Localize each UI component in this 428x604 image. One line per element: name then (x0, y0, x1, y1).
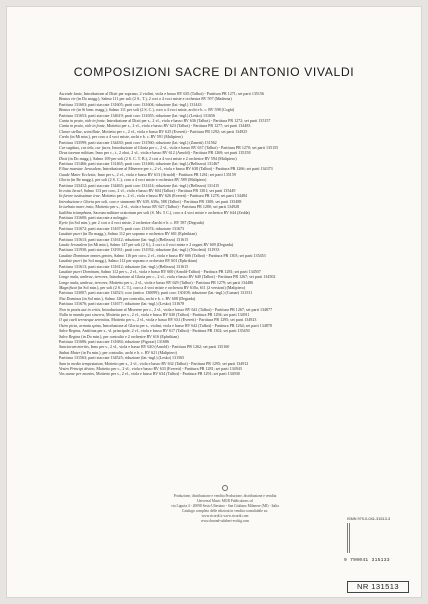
entry-details: (in Sol min.), per 2 cori a 4 voci miste, 2 orchestre d'archi e b. c. RV 587 (Degrada) (68, 220, 204, 226)
entry-details: , Mottetto per s., 2 vl., viola e basso RV 626 (Everett) - Partitura PR 1278; set parti 134484 (99, 193, 247, 199)
entry-title: Deus tuorum militum (59, 150, 94, 156)
entry-details: , Mottetto per s., 2 vl., viola e basso RV 629 (Talbot) - Partitura PR 1279; set parti 134486 (107, 279, 254, 285)
entry-title: Sanctorum meritis (59, 344, 89, 350)
entry-details: (in Sol min.), per soli (2 S. C. T.), coro a 4 voci miste e orchestra RV 610a, 611 (2 versioni) (Malipiero) (76, 285, 246, 291)
entry-title: Clarae stellae, scintillate (59, 128, 100, 134)
entry-details: (in Mi min.), per coro a 4 voci miste, archi e b. c. RV 591 (Malipiero) (68, 134, 183, 140)
entries-list (59, 91, 379, 377)
entry-details: , Antifona per s., vl. principale, 2 vl., viola e basso RV 617 (Talbot) - Partitura PR 1302; set parti 135450 (80, 328, 250, 334)
entry-title: Longe mala, umbrae, terrores (59, 274, 108, 280)
entry-details: (in Mi min.), Salmo 147 per soli (2 S.), 2 cori a 4 voci miste e 2 organi RV 609 (Degrada) (87, 241, 234, 247)
entry-title: Sum in medio tempestatum (59, 360, 103, 366)
entry-title: Gaude Mater Ecclesia (59, 171, 96, 177)
entry-details: (in Do magg.), Salmo 111 per soli (2 S., T.), 2 cori a 4 voci miste e orchestra RV 597 (Maderna) (75, 96, 232, 102)
entry-details: , Salmo 112 per s., 2 vl., viola e basso RV 600 (Arnold-Talbot) - Partitura PR 1281; set parti 134507 (98, 268, 261, 274)
entry-title: Vos aurae per montes (59, 371, 94, 377)
entry-details: (in Do min.), per contralto e 2 orchestre RV 616 (Ephrikian) (80, 333, 179, 339)
entry-details: Partitura 131672; parti staccate 131675; parti coro 131674; riduzione 131673 (59, 225, 185, 231)
entry-details: per soli, coro e strumenti RV 639, 639a, 588 (Talbot) - Partitura PR 1300; set parti 135488 (94, 198, 242, 204)
entry-title: Laudate pueri (59, 231, 82, 237)
entry-details: , Inno per c., t., 2 oboi, 2 vl., viola e basso RV 612 (Arnold) - Partitura PR 1269; set parti 135158 (93, 150, 251, 156)
entry-details: Partitura 131653; parti staccate 134619; parti coro 131655; riduzione (lat.-ingl.) (Lesko) 131656 (59, 112, 216, 118)
entry-details: , Introduzione al Miserere per c., 2 vl., viola e basso RV 638 (Talbot) - Partitura PR 1266; set parti 134373 (100, 166, 273, 172)
entry-title: In furore iustissimae irae (59, 193, 100, 199)
entry-details: , Introduzione al Miserere per c., 2 vl., viola e basso RV 641 (Talbot) - Partitura PR 1267; set parti 134877 (100, 306, 273, 312)
barcode-bar (347, 523, 348, 553)
entry-details: , Mottetto per s., 2 vl., viola e basso RV 627 (Talbot) - Partitura PR 1280; set parti 134928 (93, 204, 240, 210)
entry-details: , Mottetto per c., 2 vl., viola e basso RV 625 (Everett) - Partitura PR 1292; set parti 134925 (99, 128, 248, 134)
document-page (6, 6, 422, 598)
entry-details: , Sacrum militare oratorium per soli (S. Ms. 5 C.), coro a 4 voci miste e orchestra RV 644 (Zedda) (91, 209, 250, 215)
entry-details: Partitura 133599; parti staccate 134430; parti coro 131560; riduzione (lat.-ingl.) (Zanetti) 131562 (59, 139, 217, 145)
entry-details: Partitura 131466; parti staccate 131465; parti coro 131466; riduzione (lat.-ingl.) (Bellezza) 131467 (59, 161, 220, 167)
entry-title: Iudithia triumphans (59, 209, 92, 215)
footer-line: Produzione, distribuzione e vendita Produzione, distribuzione e vendita (173, 494, 277, 498)
entry-details: (in Si bem. magg.), Salmo 111 per soli (2 S. C.), coro a 4 voci miste, archi e b. c. RV 598 (Coghi) (75, 107, 235, 113)
entry-title: In exitu Israel (59, 188, 82, 194)
barcode-digits: 9 790041 315133 (344, 558, 390, 563)
entry-details: , Mottetto per s., 2 vl., viola e basso RV 623 (Talbot) - Partitura PR 1277; set parti 134483 (104, 123, 251, 129)
publisher-footer (139, 485, 311, 524)
entry-details: Partitura 131686; parti staccate 131684; riduzione (Pigozzi) 131686 (59, 338, 170, 344)
entry-title: Introduzione e Gloria (59, 198, 95, 204)
entry-details: (in Fa min.), per contralto, archi e b. c. RV 621 (Malipiero) (80, 349, 177, 355)
footer-link: www.durand-salabert-eschig.com (200, 519, 250, 523)
barcode-bar (349, 523, 350, 553)
entry-details: (in Do magg.), Salmo 112 per soprano e orchestra RV 601 (Ephrikian) (81, 231, 197, 237)
entry-details: , Inno per s., 2 vl., viola e basso RV 620 (Arnold) - Partitura PR 1262; set parti 135160 (88, 344, 230, 350)
entry-details: , Introduzione al Gloria per s., violini, viola e basso RV 642 (Talbot) - Partitura PR 1264; set parti 134878 (100, 322, 272, 328)
entry-details: Partitura 133412; parti staccate 134465; parti coro 131414; riduzione (lat.-ingl.) (Bellezza) 131415 (59, 182, 220, 188)
entry-title: Nisi Dominus (59, 295, 82, 301)
entry-title: Canta in prato, ride in fonte (59, 117, 105, 123)
entry-title: Gloria (59, 177, 70, 183)
list-item (59, 371, 379, 376)
entry-details: (in Re magg.), per soli (2 S. C.), coro a 4 voci miste e orchestra RV 589 (Malipiero) (69, 177, 207, 183)
entry-title: Beatus vir (59, 107, 76, 113)
entry-details: , Inno per s., 2 vl., viola e basso RV 613 (Arnold) - Partitura PR 1261; set parti 135159 (95, 171, 236, 177)
entry-title: Dixit (59, 155, 68, 161)
ismn-label: ISMN 979-0-041-31513-3 (347, 517, 391, 521)
entry-details: , Introduzione al Gloria per c., 2 vl., viola e basso RV 637 (Talbot) - Partitura PR 1270; set parti 135155 (110, 144, 279, 150)
entry-details: , Salmo 113 per coro, 2 vl., viola e basso RV 604 (Talbot) - Partitura PR 1301; set parti 135449 (81, 188, 236, 194)
entry-details: Partitura 131563; parti staccate 134525; riduzione (lat.-ingl.) (Lesko) 131565 (59, 355, 185, 361)
entry-details: Partitura 133007; parti staccate 134523; coro (antico 130099); parti coro 130108; riduzione (lat.-ingl.) (Cumar) 131531 (59, 290, 253, 296)
footer-link: www.ricordi.it www.ricordi.com (201, 514, 249, 518)
entry-title: Nulla in mundo pax sincera (59, 312, 104, 318)
entry-details: Partitura 131613; parti staccate 131612; riduzione (lat.-ingl.) (Bellezza) 131615 (59, 236, 189, 242)
entry-details: , Mottetto per s., 2 vl., viola e basso RV 631 (Everett) - Partitura PR 1295; set parti 134923 (109, 317, 257, 323)
entry-title: Stabat Mater (59, 349, 81, 355)
entry-details: Partitura 131600; parti staccate a noleggio (59, 214, 128, 220)
publisher-logo (139, 485, 311, 494)
entry-title: Vestro Principi divino (59, 365, 95, 371)
entry-details: Partitura 131613; parti staccate 131612; riduzione (lat.-ingl.) (Bellezza) 131615 (59, 263, 189, 269)
entry-title: Non in pratis aut in critis (59, 306, 101, 312)
catalog-number: NR 131513 (347, 581, 409, 593)
entry-title: O qui caeli terraeque serenitas (59, 317, 110, 323)
entry-details: , Introduzione al Gloria per c., 2 vl., viola e basso RV 640 (Talbot) - Partitura PR 1267; set parti 134502 (107, 274, 276, 280)
entry-title: Kyrie (59, 220, 68, 226)
entry-title: Longe mala, umbrae, terrores (59, 279, 108, 285)
entry-title: Magnificat (59, 285, 77, 291)
entry-title: Filiae maestae Jerusalem (59, 166, 101, 172)
entry-details: , Mottetto per s., 2 vl., viola e basso RV 632 (Talbot) - Partitura PR 1295; set parti 134912 (102, 360, 249, 366)
entry-title: Laudate Dominum omnes gentes (59, 252, 112, 258)
barcode-icon (345, 523, 411, 553)
entry-title: Lauda Jerusalem (59, 241, 87, 247)
entry-title: Cur sagittas, cur tela, cur faces (59, 144, 111, 150)
footer-line: Catalogo completo delle edizioni in vendita consultabile su: (181, 509, 269, 513)
entry-details: Partitura 131676; parti staccate 131677; riduzione (lat.-ingl.) (Lesko) 131678 (59, 301, 185, 307)
entry-details: , Salmo 116 per coro, 2 vl., viola e basso RV 606 (Talbot) - Partitura PR 1303; set parti 135453 (111, 252, 266, 258)
entry-title: Canta in prato, ride in fonte (59, 123, 105, 129)
entry-details: , Introduzione al Dixit per soprano, 2 violini, viola e basso RV 635 (Talbot) - Partitura PR 1271; set parti 135156 (81, 91, 265, 96)
entry-title: Laudate pueri Dominum (59, 268, 99, 274)
page-title: COMPOSIZIONI SACRE DI ANTONIO VIVALDI (73, 65, 355, 79)
entry-details: Partitura 131603; parti staccate 131605; parti coro 131604; riduzione (lat.-ingl.) 131443 (59, 101, 202, 107)
footer-line: Universal Music MGB Publications srl (196, 499, 254, 503)
entry-details: Partitura 131930; parti staccate 131931; parti coro 131932; riduzione (lat.-ingl.) (Nicoletti) 131933 (59, 247, 220, 253)
entry-title: Ostro picta, armata spina (59, 322, 101, 328)
footer-line: via Liguria 4 - 20098 Sesto Ulteriano - San Giuliano Milanese (MI) - Italia (171, 504, 279, 508)
barcode-block (343, 517, 413, 577)
entry-details: , Mottetto per s., 2 vl., viola e basso RV 630 (Talbot) - Partitura PR 1294; set parti 134911 (103, 312, 250, 318)
entry-title: Credo (59, 134, 69, 140)
entry-title: In turbato mare irato (59, 204, 94, 210)
entry-title: Salve Regina (59, 328, 81, 334)
entry-details: (in Sol magg.), Salmo 112 per soprano e orchestra RV 601 (Ephrikian) (81, 258, 198, 264)
entry-details: (in Do magg.), Salmo 109 per soli (2 S. C. T. B.), 2 cori a 4 voci miste e 2 orchestre RV 594 (Malipiero) (67, 155, 237, 161)
entry-title: Laudate pueri (59, 258, 82, 264)
entry-details: , Mottetto per c., 2 vl., viola e basso RV 633 (Everett) - Partitura PR 1281; set parti 134943 (94, 365, 242, 371)
entry-title: Salve Regina (59, 333, 81, 339)
entry-title: Ascende laeta (59, 91, 82, 96)
entry-details: , Mottetto per s., 2 vl., viola e basso RV 634 (Talbot) - Partitura PR 1291; set parti 134930 (93, 371, 240, 377)
entry-details: , Introduzione al Dixit per s., 2 vl., viola e basso RV 636 (Talbot) - Partitura PR 1272; set parti 135157 (104, 117, 271, 123)
entry-title: Beatus vir (59, 96, 76, 102)
entry-details: (in Sol min.), Salmo 126 per contralto, archi e b. c. RV 608 (Degrada) (81, 295, 196, 301)
